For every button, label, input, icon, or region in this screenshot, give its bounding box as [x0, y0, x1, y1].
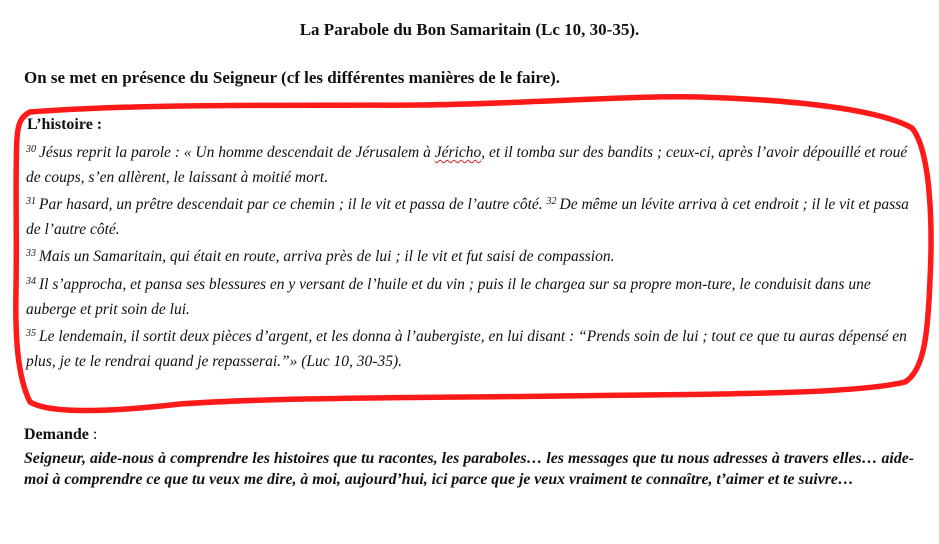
verse-number: 31	[26, 196, 36, 208]
verse-text: Par hasard, un prêtre descendait par ce chemin ; il le vit et passa de l’autre côté.	[39, 196, 543, 214]
request-heading-bold: Demande	[24, 426, 89, 443]
verse-text: Jésus reprit la parole : « Un homme descendait de Jérusalem à	[39, 144, 435, 161]
story-verses	[26, 138, 916, 374]
request-heading-colon: :	[88, 426, 98, 443]
verse-number: 30	[26, 144, 36, 155]
story-heading: L’histoire :	[27, 116, 103, 133]
verse-number: 35	[26, 328, 36, 340]
verse-text: Le lendemain, il sortit deux pièces d’argent, et les donna à l’aubergiste, en lui disant : “Prends soin de lui ; tout ce que tu auras dépensé en plus, je te le rendrai quand je repasserai.”» (Luc 10, 30-35).	[26, 328, 907, 370]
verse-34	[26, 270, 916, 322]
verse-text: De même un lévite arriva à cet endroit ; il le vit et passa de l’autre côté.	[26, 196, 909, 238]
verse-35	[26, 322, 916, 374]
verse-text: Mais un Samaritain, qui était en route, arriva près de lui ; il le vit et fut saisi de compassion.	[39, 248, 615, 266]
verse-number: 34	[26, 275, 36, 287]
verse-number: 33	[26, 248, 36, 260]
verse-number: 32	[546, 196, 557, 208]
verse-31-32	[26, 190, 916, 242]
verse-text: Il s’approcha, et pansa ses blessures en y versant de l’huile et du vin ; puis il le chargea sur sa propre mon-ture, le conduisit dans une auberge et prit soin de lui.	[26, 275, 871, 318]
spellcheck-underlined-word: Jéricho	[434, 144, 482, 161]
request-text: Seigneur, aide-nous à comprendre les histoires que tu racontes, les paraboles… les messages que tu nous adresses à travers elles… aide-moi à comprendre ce que tu veux me dire, à moi, aujourd’hui, ici parce que je veux vraiment te connaître, t’aimer et te suivre…	[24, 450, 914, 488]
verse-30	[26, 138, 916, 190]
verse-text: , et il tomba sur des bandits ; ceux-ci, après l’avoir dépouillé et roué de coups, s’en allèrent, le laissant à moitié mort.	[26, 144, 908, 186]
verse-33	[26, 242, 916, 270]
request-heading	[24, 426, 97, 444]
page-title: La Parabole du Bon Samaritain (Lc 10, 30-35).	[299, 20, 640, 39]
intro-line: On se met en présence du Seigneur (cf les différentes manières de le faire).	[24, 68, 561, 87]
